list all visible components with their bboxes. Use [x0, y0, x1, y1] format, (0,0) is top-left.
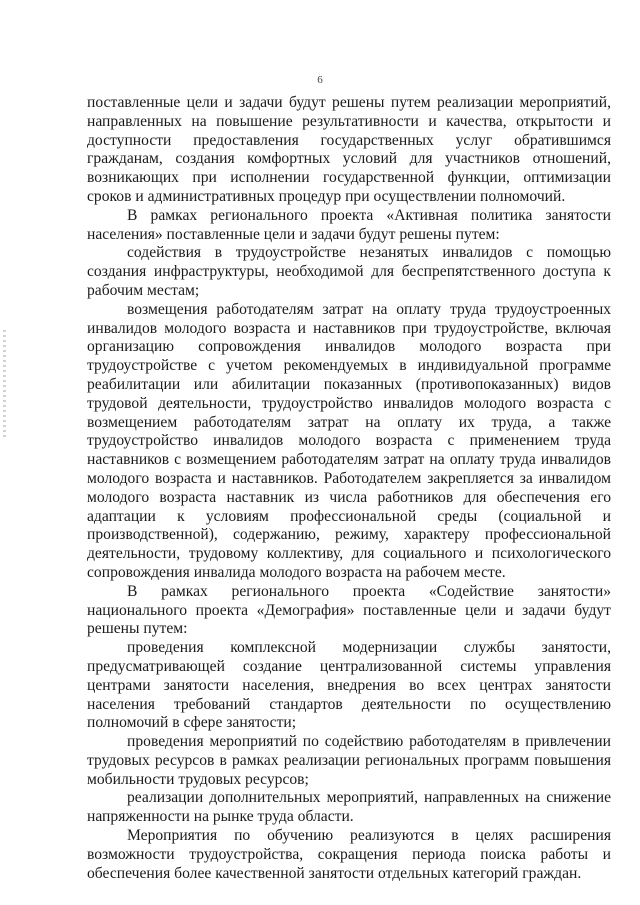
paragraph-2: В рамках регионального проекта «Активная политика занятости населения» поставленные цели и задачи будут решены путем:: [87, 206, 611, 243]
paragraph-9: Мероприятия по обучению реализуются в целях расширения возможности трудоустройства, сокращения периода поиска работы и обеспечения более качественной занятости отдельных категорий граждан.: [87, 827, 611, 882]
paragraph-3: содействия в трудоустройстве незанятых инвалидов с помощью создания инфраструктуры, необходимой для беспрепятственного доступа к рабочим местам;: [87, 244, 611, 299]
margin-mark: [3, 330, 6, 440]
paragraph-1: поставленные цели и задачи будут решены путем реализации мероприятий, направленных на повышение результативности и качества, открытости и доступности предоставления государственных услуг обратившимся гражданам, создания комфортных условий для участников отношений, возникающих при исполнении государственной функции, оптимизации сроков и административных процедур при осуществлении полномочий.: [87, 94, 611, 205]
paragraph-5: В рамках регионального проекта «Содействие занятости» национального проекта «Демография» поставленные цели и задачи будут решены путем:: [87, 582, 611, 638]
paragraph-4: возмещения работодателям затрат на оплату труда трудоустроенных инвалидов молодого возраста и наставников при трудоустройстве, включая организацию сопровождения инвалидов молодого возраста при трудоустройстве с учетом рекомендуемых в индивидуальной программе реабилитации или абилитации показанных (противопоказанных) видов трудовой деятельности, трудоустройство инвалидов молодого возраста с возмещением работодателям затрат на оплату их труда, а также трудоустройство инвалидов молодого возраста с применением труда наставников с возмещением работодателям затрат на оплату труда инвалидов молодого возраста и наставников. Работодателем закрепляется за инвалидом молодого возраста наставник из числа работников для обеспечения его адаптации к условиям профессиональной среды (социальной и производственной), содержанию, режиму, характеру профессиональной деятельности, трудовому коллективу, для социального и психологического сопровождения инвалида молодого возраста на рабочем месте.: [87, 300, 611, 581]
page-number: 6: [317, 74, 323, 86]
paragraph-6: проведения комплексной модернизации службы занятости, предусматривающей создание централизованной системы управления центрами занятости населения, внедрения во всех центрах занятости населения требований стандартов деятельности по осуществлению полномочий в сфере занятости;: [87, 639, 611, 732]
document-body: [87, 94, 611, 883]
paragraph-7: проведения мероприятий по содействию работодателям в привлечении трудовых ресурсов в рамках реализации региональных программ повышения мобильности трудовых ресурсов;: [87, 733, 611, 788]
paragraph-8: реализации дополнительных мероприятий, направленных на снижение напряженности на рынке труда области.: [87, 789, 611, 826]
